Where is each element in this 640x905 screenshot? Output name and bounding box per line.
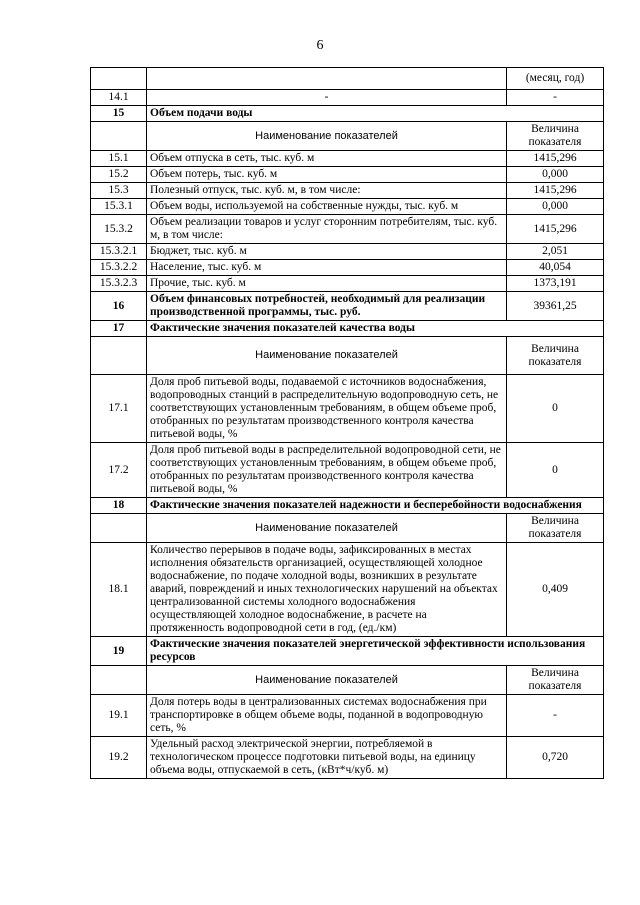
table-row (91, 183, 604, 199)
section-row (91, 292, 604, 321)
header-row (91, 122, 604, 151)
section-title: Фактические значения показателей качества воды (147, 321, 604, 337)
row-name: Удельный расход электрической энергии, потребляемой в технологическом процессе подготовки питьевой воды, на единицу объема воды, отпускаемой в сеть, (кВт*ч/куб. м) (147, 737, 507, 779)
page-number: 6 (316, 38, 324, 53)
column-header-value: Величина показателя (507, 337, 604, 375)
row-value: 1415,296 (507, 183, 604, 199)
table-row (91, 68, 604, 90)
section-row (91, 321, 604, 337)
table-row (91, 151, 604, 167)
section-title: Объем финансовых потребностей, необходимый для реализации производственной программы, тыс. руб. (147, 292, 507, 321)
row-number: 15.3.2.3 (91, 276, 147, 292)
row-value: 1415,296 (507, 151, 604, 167)
row-name (147, 68, 507, 90)
table-row (91, 375, 604, 443)
row-value: (месяц, год) (507, 68, 604, 90)
column-header-name: Наименование показателей (147, 337, 507, 375)
row-number: 15.2 (91, 167, 147, 183)
row-value: 0,000 (507, 199, 604, 215)
row-name: Объем реализации товаров и услуг сторонним потребителям, тыс. куб. м, в том числе: (147, 215, 507, 244)
column-header-name: Наименование показателей (147, 666, 507, 695)
row-number: 15.3.1 (91, 199, 147, 215)
row-value: 0,409 (507, 543, 604, 637)
row-name: Объем воды, используемой на собственные нужды, тыс. куб. м (147, 199, 507, 215)
row-number: 17.1 (91, 375, 147, 443)
section-title: Объем подачи воды (147, 106, 604, 122)
header-row (91, 337, 604, 375)
row-name: Количество перерывов в подаче воды, зафиксированных в местах исполнения обязательств организацией, осуществляющей холодное водоснабжение, по подаче холодной воды, возникших в результате аварий, повреждений и иных технологических нарушений на объектах централизованной системы холодного водоснабжения осуществляющей холодное водоснабжение, в расчете на протяженность водопроводной сети в год, (ед./км) (147, 543, 507, 637)
row-value: 0,000 (507, 167, 604, 183)
section-number: 15 (91, 106, 147, 122)
row-number: 18.1 (91, 543, 147, 637)
row-name: Население, тыс. куб. м (147, 260, 507, 276)
row-value: 2,051 (507, 244, 604, 260)
row-value: 40,054 (507, 260, 604, 276)
column-header-name: Наименование показателей (147, 122, 507, 151)
row-value: - (507, 90, 604, 106)
row-name: Полезный отпуск, тыс. куб. м, в том числе: (147, 183, 507, 199)
row-value: 0 (507, 443, 604, 498)
row-name: Бюджет, тыс. куб. м (147, 244, 507, 260)
row-value: - (507, 695, 604, 737)
column-header-value: Величина показателя (507, 666, 604, 695)
table-row (91, 543, 604, 637)
row-value: 1415,296 (507, 215, 604, 244)
row-name: Объем потерь, тыс. куб. м (147, 167, 507, 183)
row-name: Доля проб питьевой воды, подаваемой с источников водоснабжения, водопроводных станций в распределительную водопроводную сеть, не соответствующих установленным требованиям, в общем объеме проб, отобранных по результатам производственного контроля качества питьевой воды, % (147, 375, 507, 443)
section-number: 18 (91, 498, 147, 514)
section-number: 16 (91, 292, 147, 321)
header-row (91, 666, 604, 695)
table-row (91, 244, 604, 260)
table-row (91, 90, 604, 106)
section-number: 17 (91, 321, 147, 337)
row-number: 15.3.2.2 (91, 260, 147, 276)
section-title: Фактические значения показателей надежности и бесперебойности водоснабжения (147, 498, 604, 514)
row-number: 15.3 (91, 183, 147, 199)
row-value: 0,720 (507, 737, 604, 779)
row-name: Прочие, тыс. куб. м (147, 276, 507, 292)
row-name: Объем отпуска в сеть, тыс. куб. м (147, 151, 507, 167)
indicators-table (90, 67, 604, 779)
section-title: Фактические значения показателей энергетической эффективности использования ресурсов (147, 637, 604, 666)
section-row (91, 498, 604, 514)
row-number: 14.1 (91, 90, 147, 106)
table-row (91, 443, 604, 498)
section-value: 39361,25 (507, 292, 604, 321)
section-row (91, 637, 604, 666)
table-row (91, 260, 604, 276)
row-number: 15.3.2.1 (91, 244, 147, 260)
section-number: 19 (91, 637, 147, 666)
row-name: Доля проб питьевой воды в распределительной водопроводной сети, не соответствующих установленным требованиям, в общем объеме проб, отобранных по результатам производственного контроля качества питьевой воды, % (147, 443, 507, 498)
table-row (91, 737, 604, 779)
row-name: Доля потерь воды в централизованных системах водоснабжения при транспортировке в общем объеме воды, поданной в водопроводную сеть, % (147, 695, 507, 737)
header-row (91, 514, 604, 543)
table-row (91, 215, 604, 244)
row-name: - (147, 90, 507, 106)
table-row (91, 167, 604, 183)
table-row (91, 695, 604, 737)
row-number: 19.2 (91, 737, 147, 779)
column-header-value: Величина показателя (507, 514, 604, 543)
table-row (91, 276, 604, 292)
row-number: 19.1 (91, 695, 147, 737)
section-row (91, 106, 604, 122)
row-number: 15.1 (91, 151, 147, 167)
table-row (91, 199, 604, 215)
row-value: 1373,191 (507, 276, 604, 292)
column-header-value: Величина показателя (507, 122, 604, 151)
row-number (91, 68, 147, 90)
row-number: 15.3.2 (91, 215, 147, 244)
row-number: 17.2 (91, 443, 147, 498)
column-header-name: Наименование показателей (147, 514, 507, 543)
row-value: 0 (507, 375, 604, 443)
